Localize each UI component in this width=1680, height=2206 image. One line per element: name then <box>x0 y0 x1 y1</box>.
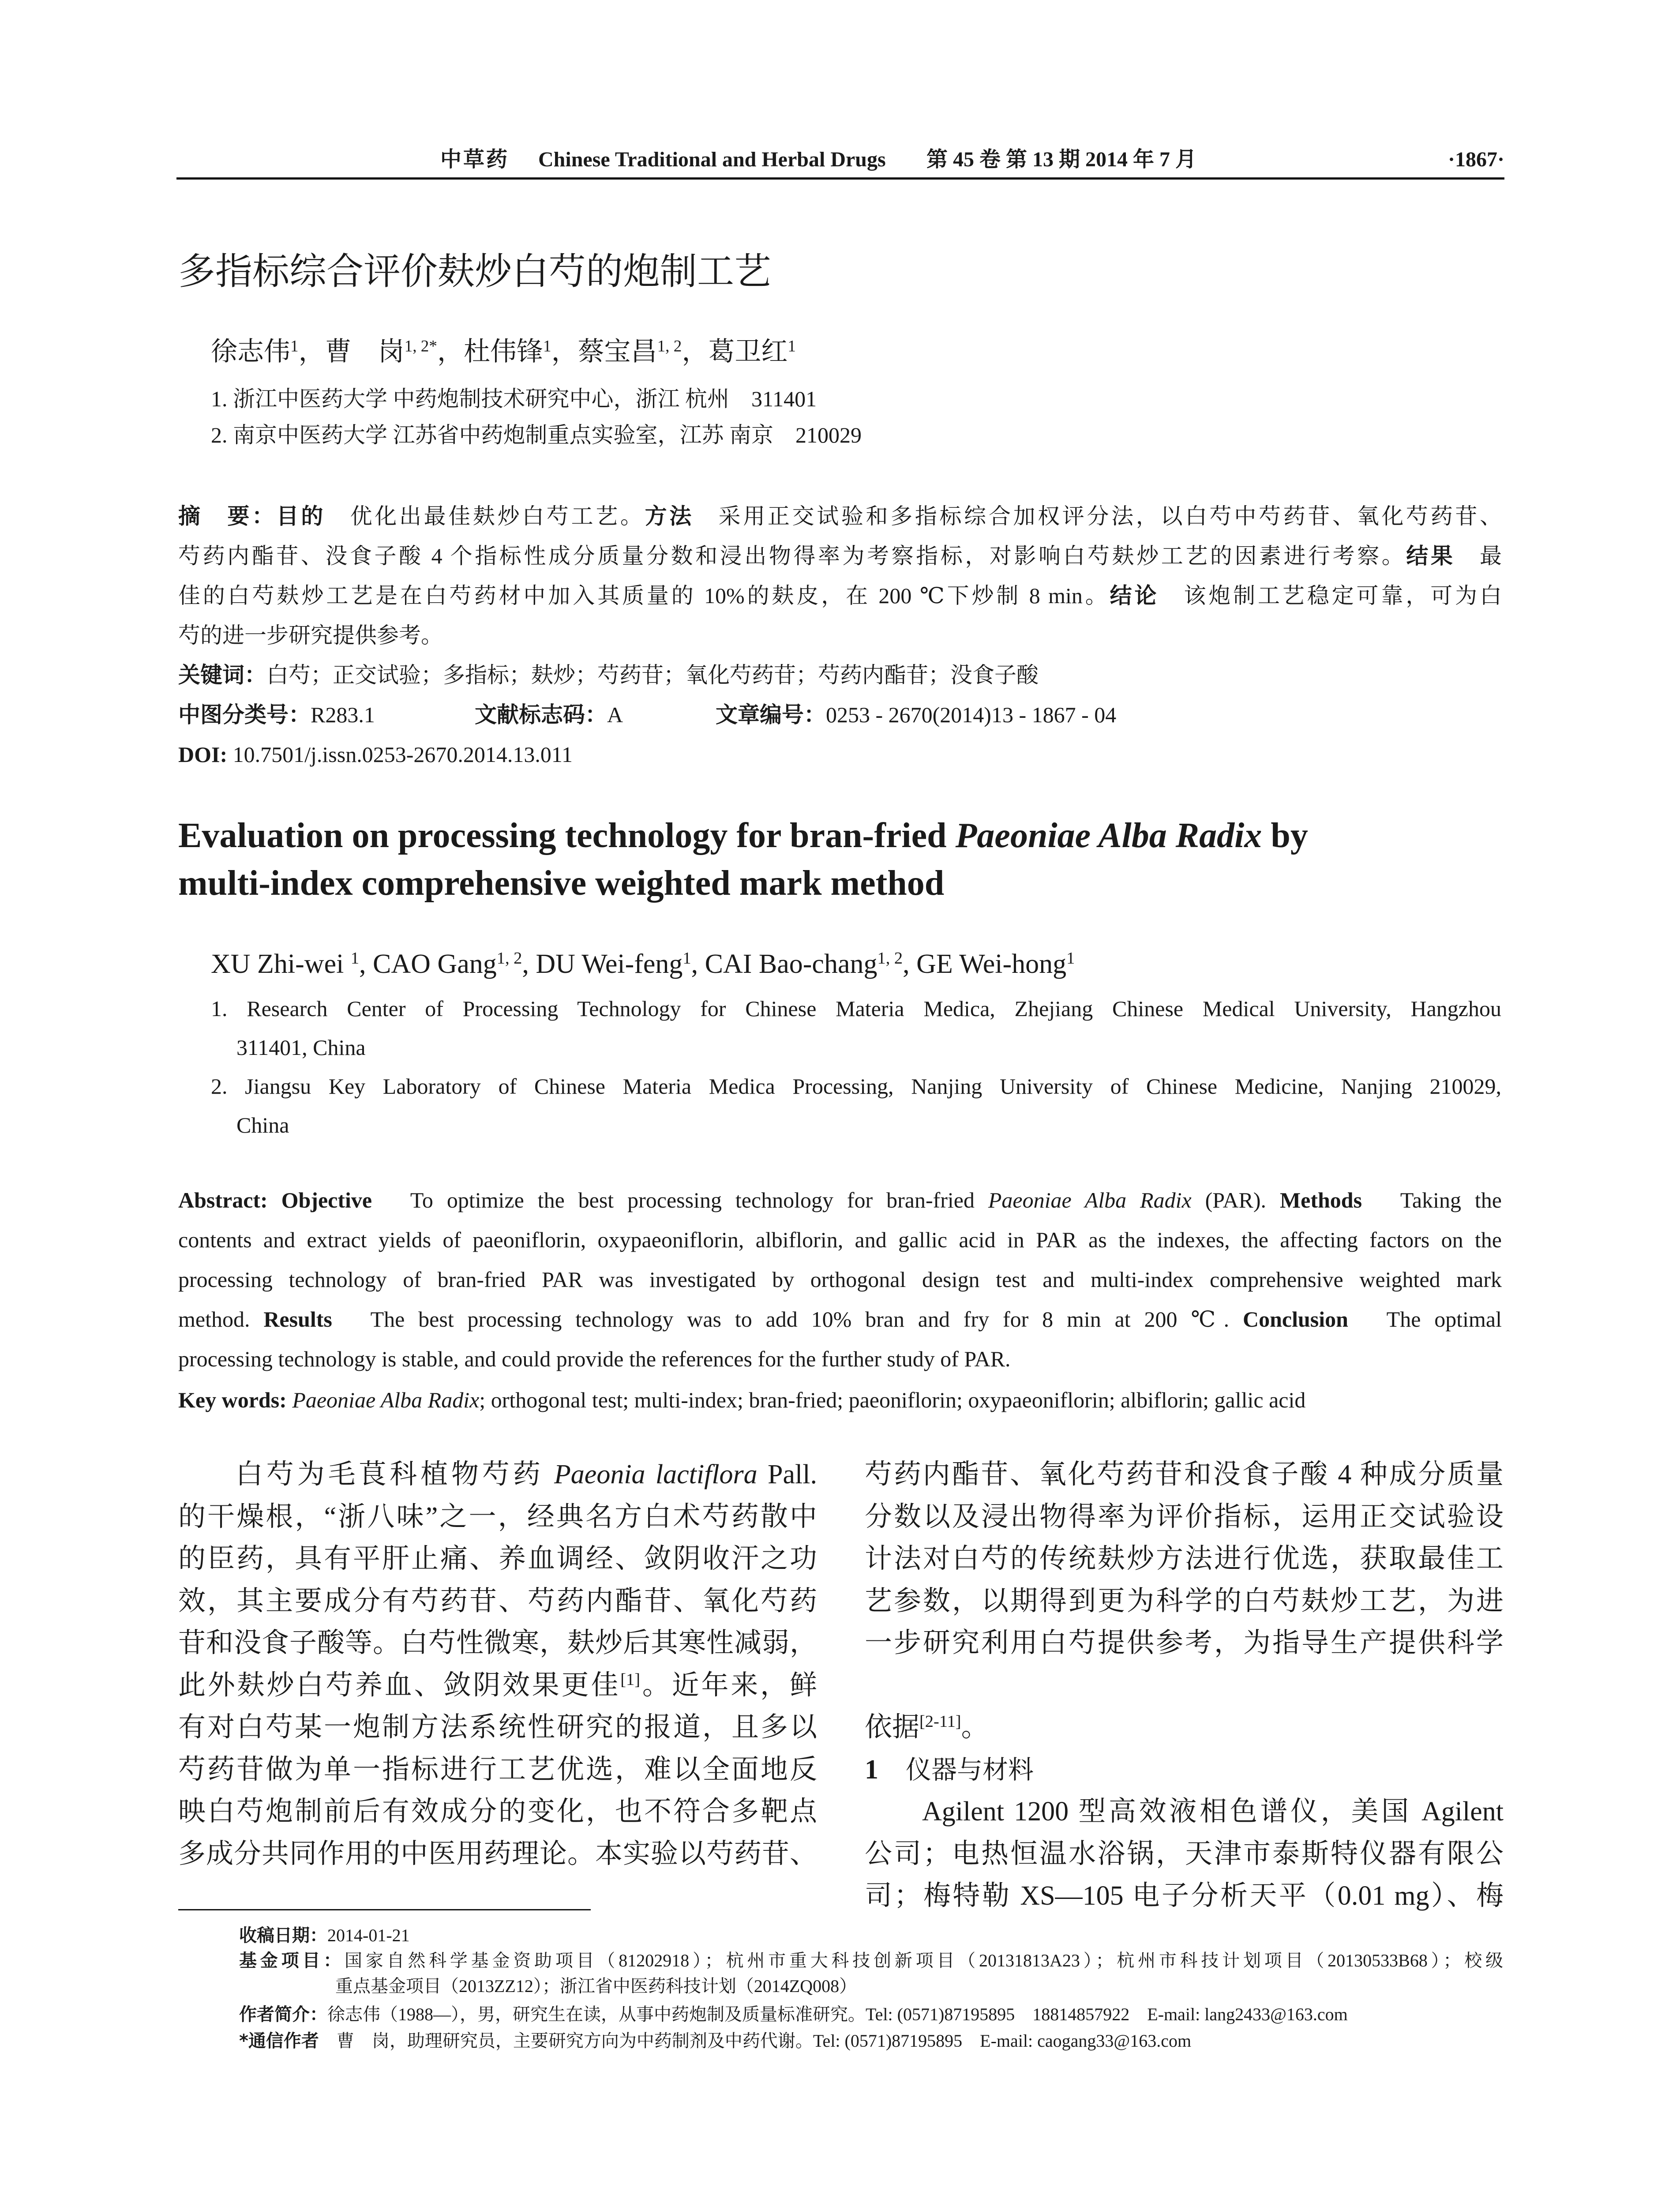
abstract-cn-line <box>178 496 1502 536</box>
abstract-text: 该炮制工艺稳定可靠，可为白 <box>1159 583 1502 608</box>
body-line: 多成分共同作用的中医用药理论。本实验以芍药苷、 <box>178 1838 817 1869</box>
clc-label: 中图分类号： <box>178 702 311 728</box>
author-affil: 1 <box>350 949 360 968</box>
body-line: 芍药苷做为单一指标进行工艺优选，难以全面地反 <box>178 1754 817 1785</box>
body-line: 一步研究利用白芍提供参考，为指导生产提供科学 <box>865 1628 1504 1658</box>
doc-code-value: A <box>607 702 623 727</box>
citation: [2-11] <box>919 1712 961 1731</box>
footnote-rule <box>178 1909 591 1910</box>
doi-line <box>178 735 573 774</box>
abstract-cn <box>178 496 1502 655</box>
affiliation-en-2-cont: China <box>236 1113 289 1137</box>
title-en <box>178 812 1308 907</box>
keywords-en: Key words: Paeoniae Alba Radix; orthogonal test; multi-index; bran-fried; paeoniflorin; oxypaeoniflorin; albiflorin; gallic acid <box>178 1388 1306 1412</box>
body-line <box>865 1665 1504 1707</box>
journal-name-cn: 中草药 <box>440 148 510 171</box>
article-id-value: 0253 - 2670(2014)13 - 1867 - 04 <box>826 702 1117 727</box>
body-line: Agilent 1200 型高效液相色谱仪，美国 Agilent <box>922 1797 1504 1827</box>
author-cn: 杜伟锋 <box>463 337 543 366</box>
abstract-en-line: processing technology is stable, and could provide the references for the further study of PAR. <box>178 1347 1011 1371</box>
author-affil: 1 <box>1066 949 1075 968</box>
abstract-text: 芍的进一步研究提供参考。 <box>178 623 443 648</box>
body-line: 的臣药，具有平肝止痛、养血调经、敛阴收汗之功 <box>178 1544 817 1574</box>
separator: ， <box>682 337 709 366</box>
author-cn: 曹 岗 <box>325 337 405 366</box>
keywords-en-label: Key words: <box>178 1388 292 1412</box>
abstract-text: 采用正交试验和多指标综合加权评分法，以白芍中芍药苷、氧化芍药苷、 <box>694 504 1502 529</box>
body-line: 白芍为毛茛科植物芍药 Paeonia lactiflora Pall. <box>236 1459 817 1489</box>
body-line: 有对白芍某一炮制方法系统性研究的报道，且多以 <box>178 1712 817 1742</box>
results-label: 结果 <box>1406 543 1455 569</box>
keywords-cn-label: 关键词： <box>178 662 266 688</box>
body-line: 的干燥根，“浙八味”之一，经典名方白术芍药散中 <box>178 1501 817 1532</box>
author-cn: 蔡宝昌 <box>578 337 657 366</box>
footnote-author: 作者简介：徐志伟（1988—），男，研究生在读，从事中药炮制及质量标准研究。Tel: (0571)87195895 18814857922 E-mail: lang2433@163.com <box>239 2004 1348 2025</box>
author-affil: 1, 2 <box>877 949 903 968</box>
abstract-cn-line <box>178 536 1502 576</box>
authors-en: XU Zhi-wei $^1$, CAO Gang$^{1, 2}$, DU Wei-feng$^1$, CAI Bao-chang$^{1, 2}$, GE Wei-hong$^1$ <box>211 949 1075 979</box>
body-line: 分数以及浸出物得率为评价指标，运用正交试验设 <box>865 1501 1504 1532</box>
author-affil: 1 <box>682 949 691 968</box>
abstract-en <box>178 1180 1502 1379</box>
title-cn: 多指标综合评价麸炒白芍的炮制工艺 <box>178 250 772 293</box>
doc-code-label: 文献标志码： <box>475 702 607 728</box>
article-id-label: 文章编号： <box>716 702 826 728</box>
header-rule <box>176 177 1504 180</box>
author-en: DU Wei-feng <box>536 949 683 979</box>
body-column-left <box>178 1454 817 1875</box>
body-line: 艺参数，以期得到更为科学的白芍麸炒工艺，为进 <box>865 1586 1504 1616</box>
author-en: CAO Gang <box>373 949 497 979</box>
body-line: 苷和没食子酸等。白芍性微寒，麸炒后其寒性减弱， <box>178 1628 817 1658</box>
abstract-text: 最 <box>1455 544 1502 568</box>
author-en: XU Zhi-wei <box>211 949 351 979</box>
abstract-cn-line <box>178 615 1502 655</box>
clc-value: R283.1 <box>311 702 375 727</box>
affiliation-en-2-line: 2. Jiangsu Key Laboratory of Chinese Materia Medica Processing, Nanjing University of Chinese Medicine, Nanjing 210029, <box>211 1074 1501 1099</box>
author-affil: 1 <box>290 337 299 356</box>
journal-name-en: Chinese Traditional and Herbal Drugs <box>538 148 886 171</box>
affiliation-cn-2: 2. 南京中医药大学 江苏省中药炮制重点实验室，江苏 南京 210029 <box>211 423 862 447</box>
conclusion-label-en: Conclusion <box>1243 1307 1348 1332</box>
conclusion-label: 结论 <box>1110 583 1159 608</box>
section-heading: 1 仪器与材料 <box>865 1754 1034 1785</box>
methods-label: 方法 <box>645 503 694 529</box>
author-affil: 1, 2 <box>657 337 682 356</box>
title-en-line-1: Evaluation on processing technology for bran-fried Paeoniae Alba Radix by <box>178 816 1308 855</box>
author-cn: 葛卫红 <box>708 337 788 366</box>
methods-label-en: Methods <box>1279 1188 1362 1212</box>
body-line: 公司；电热恒温水浴锅，天津市泰斯特仪器有限公 <box>865 1838 1504 1869</box>
results-label-en: Results <box>263 1307 332 1332</box>
abstract-text: 芍药内酯苷、没食子酸 4 个指标性成分质量分数和浸出物得率为考察指标，对影响白芍麸炒工艺的因素进行考察。 <box>178 544 1406 568</box>
author-en: CAI Bao-chang <box>705 949 878 979</box>
title-en-line-2: multi-index comprehensive weighted mark method <box>178 864 945 903</box>
author-affil: 1 <box>543 337 551 356</box>
body-column-right <box>865 1454 1504 1917</box>
abstract-en-line: processing technology of bran-fried PAR was investigated by orthogonal design test and multi-index comprehensive weighted mark <box>178 1267 1502 1292</box>
body-line: 芍药内酯苷、氧化芍药苷和没食子酸 4 种成分质量 <box>865 1459 1504 1489</box>
abstract-text: 佳的白芍麸炒工艺是在白芍药材中加入其质量的 10%的麸皮，在 200 ℃下炒制 8 min。 <box>178 583 1110 608</box>
issue-info: 第 45 卷 第 13 期 2014 年 7 月 <box>926 148 1197 171</box>
abstract-text: 优化出最佳麸炒白芍工艺。 <box>325 504 645 529</box>
page-number: ·1867· <box>1448 148 1504 171</box>
doi-value: 10.7501/j.issn.0253-2670.2014.13.011 <box>232 742 573 767</box>
citation: [1] <box>620 1670 641 1689</box>
footnote-correspondence: *通信作者 曹 岗，助理研究员，主要研究方向为中药制剂及中药代谢。Tel: (0571)87195895 E-mail: caogang33@163.com <box>239 2031 1192 2051</box>
abstract-en-line: Abstract: Objective To optimize the best processing technology for bran-fried Paeoniae Alba Radix (PAR). Methods Taking the <box>178 1188 1502 1212</box>
separator: ， <box>551 337 578 366</box>
author-cn: 徐志伟 <box>211 337 290 366</box>
footnote-fund: 基金项目：国家自然科学基金资助项目（81202918）；杭州市重大科技创新项目（20131813A23）；杭州市科技计划项目（20130533B68）；校级 重点基金项目（2013ZZ12）；浙江省中医药科技计划（2014ZQ008） <box>239 1951 1503 1996</box>
separator: ， <box>437 337 464 366</box>
abstract-en-line: contents and extract yields of paeoniflorin, oxypaeoniflorin, albiflorin, and gallic acid in PAR as the indexes, the affecting factors on the <box>178 1227 1502 1252</box>
affiliations-en <box>211 989 1501 1144</box>
doi-label: DOI: <box>178 742 233 767</box>
affiliation-en-1-cont: 311401, China <box>236 1035 366 1060</box>
body-line: 此外麸炒白芍养血、敛阴效果更佳[1]。近年来，鲜 <box>178 1670 817 1700</box>
abstract-cn-label: 摘 要： <box>178 503 277 529</box>
objective-label: 目的 <box>276 503 326 529</box>
running-header <box>176 142 1504 177</box>
author-affil: 1, 2 <box>496 949 522 968</box>
separator: ， <box>298 337 325 366</box>
author-affil: 1, 2* <box>404 337 437 356</box>
body-line: 依据[2-11]。 <box>865 1712 989 1742</box>
classification-line <box>178 695 1502 735</box>
body-line: 司；梅特勒 XS—105 电子分析天平（0.01 mg）、梅 <box>865 1881 1504 1911</box>
author-affil: 1 <box>788 337 796 356</box>
abstract-en-line: method. Results The best processing technology was to add 10% bran and fry for 8 min at 200 ℃. Conclusion The optimal <box>178 1307 1502 1332</box>
authors-cn <box>211 332 796 371</box>
footnote-received: 收稿日期：2014-01-21 <box>239 1925 410 1946</box>
body-line: 计法对白芍的传统麸炒方法进行优选，获取最佳工 <box>865 1544 1504 1574</box>
abstract-en-label: Abstract: Objective <box>178 1188 372 1212</box>
affiliation-en-1-line: 1. Research Center of Processing Technology for Chinese Materia Medica, Zhejiang Chinese Medical University, Hangzhou <box>211 996 1501 1021</box>
affiliation-cn-1: 1. 浙江中医药大学 中药炮制技术研究中心，浙江 杭州 311401 <box>211 386 817 411</box>
keywords-cn-text: 白芍；正交试验；多指标；麸炒；芍药苷；氧化芍药苷；芍药内酯苷；没食子酸 <box>266 663 1039 687</box>
species-name: Paeoniae Alba Radix <box>955 816 1262 855</box>
keywords-cn <box>178 655 1039 695</box>
author-en: GE Wei-hong <box>916 949 1067 979</box>
abstract-cn-line <box>178 576 1502 615</box>
body-line: 效，其主要成分有芍药苷、芍药内酯苷、氧化芍药 <box>178 1586 817 1616</box>
body-line: 映白芍炮制前后有效成分的变化，也不符合多靶点 <box>178 1797 817 1827</box>
